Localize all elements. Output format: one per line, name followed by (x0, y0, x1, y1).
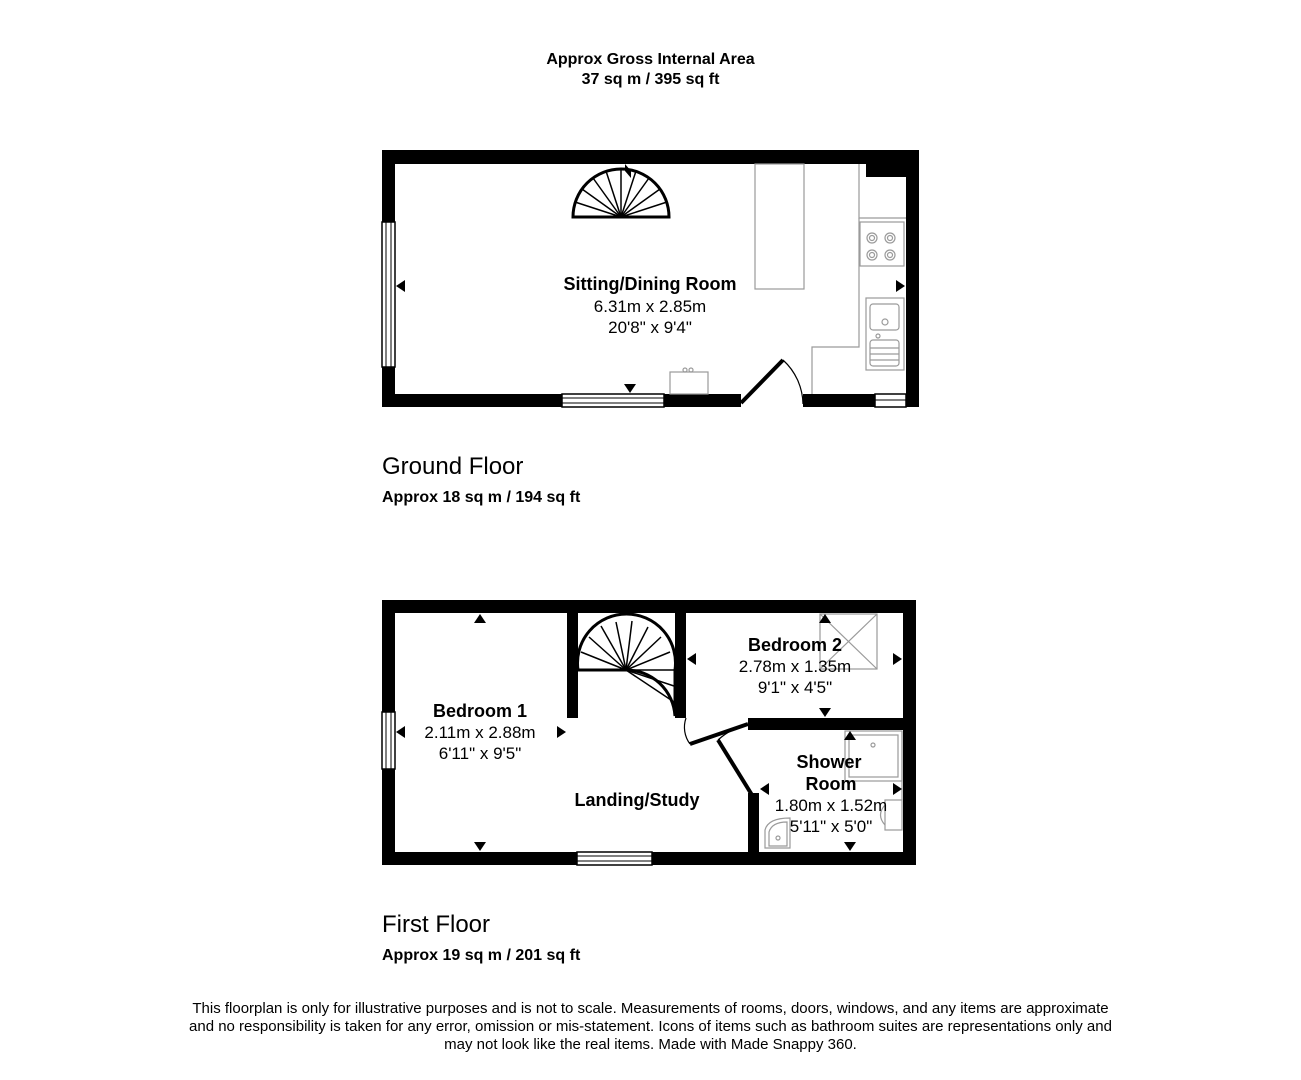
disclaimer-line-2: and no responsibility is taken for any error, omission or mis-statement. Icons of items such as bathroom suites are representations only and (189, 1018, 1112, 1035)
ff-wall-bottom-2 (652, 852, 916, 865)
room-metric-bedroom1: 2.11m x 2.88m (424, 723, 536, 742)
first-floor-title: First Floor (382, 911, 490, 938)
room-metric-bedroom2: 2.78m x 1.35m (738, 657, 852, 676)
room-imperial-sitting-dining: 20'8" x 9'4" (608, 318, 692, 337)
gf-wall-right (906, 150, 919, 407)
room-imperial-bedroom1: 6'11" x 9'5" (438, 744, 522, 763)
ff-window-left (382, 712, 395, 769)
gf-window-bottom-right (875, 394, 906, 407)
total-area-title: Approx Gross Internal Area (546, 51, 755, 68)
ff-door-shower (718, 725, 752, 795)
room-metric-shower: 1.80m x 1.52m (774, 796, 888, 815)
room-name-shower-line1: Shower (796, 752, 862, 772)
room-name-shower-line2: Room (805, 774, 857, 794)
ground-floor-area: Approx 18 sq m / 194 sq ft (382, 489, 581, 506)
disclaimer (150, 1000, 1151, 1054)
gf-wall-bottom-1 (382, 394, 562, 407)
gf-wall-top (382, 150, 919, 164)
ff-wall-bottom-1 (382, 852, 577, 865)
gf-window-bottom (562, 394, 664, 407)
room-name-sitting-dining: Sitting/Dining Room (563, 274, 737, 294)
first-floor-plan (382, 600, 916, 865)
ff-wall-top (382, 600, 916, 613)
gf-wall-bottom-2 (664, 394, 741, 407)
sink-icon (866, 298, 904, 370)
gf-chimney (866, 150, 919, 177)
room-name-bedroom1: Bedroom 1 (432, 701, 528, 721)
gf-kitchen-island (755, 164, 804, 289)
ff-partition-shower (748, 793, 759, 865)
hob-icon (860, 222, 904, 266)
total-area-value: 37 sq m / 395 sq ft (581, 71, 720, 88)
disclaimer-line-1: This floorplan is only for illustrative purposes and is not to scale. Measurements of rooms, doors, windows, and any items are approximate (192, 1000, 1109, 1017)
ground-floor-title: Ground Floor (382, 453, 524, 480)
ff-door-bedroom2 (684, 718, 748, 744)
ground-floor-plan (382, 150, 919, 407)
room-name-bedroom2: Bedroom 2 (747, 635, 843, 655)
ff-spiral-stair (578, 614, 676, 716)
ff-wall-right (903, 600, 916, 865)
gf-window-left (382, 222, 395, 367)
gf-appliance-icon (670, 372, 708, 394)
gf-spiral-stair (573, 164, 669, 217)
room-imperial-shower: 5'11" x 5'0" (789, 817, 873, 836)
first-floor-area: Approx 19 sq m / 201 sq ft (382, 947, 581, 964)
ff-window-bottom (577, 852, 652, 865)
gf-wall-bottom-3 (803, 394, 875, 407)
washbasin-icon (765, 818, 790, 848)
room-metric-sitting-dining: 6.31m x 2.85m (593, 297, 707, 316)
ff-partition-bed2 (748, 718, 916, 730)
room-name-landing-study: Landing/Study (574, 790, 700, 810)
gf-front-door (741, 360, 803, 404)
disclaimer-line-3: may not look like the real items. Made with Made Snappy 360. (444, 1036, 857, 1053)
room-imperial-bedroom2: 9'1" x 4'5" (757, 678, 833, 697)
